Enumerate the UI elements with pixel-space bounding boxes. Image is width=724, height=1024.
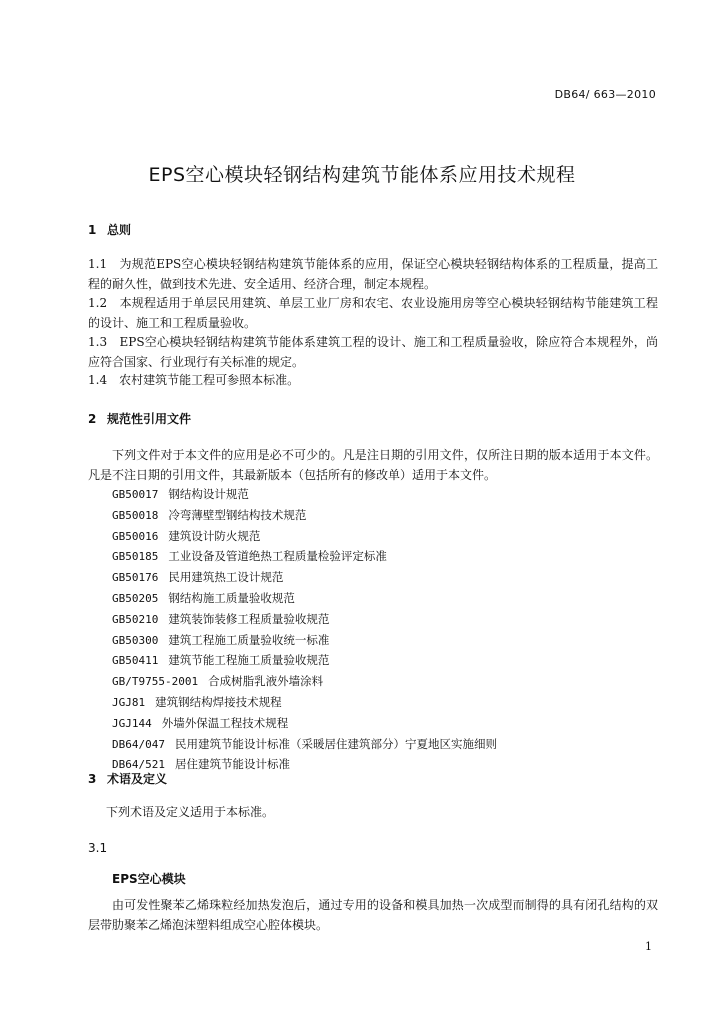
reference-item	[112, 630, 497, 651]
clause-1-1: 1.1 为规范EPS空心模块轻钢结构建筑节能体系的应用，保证空心模块轻钢结构体系的工程质量，提高工程的耐久性，做到技术先进、安全适用、经济合理，制定本规程。	[88, 257, 658, 291]
standard-code: DB64/ 663—2010	[554, 88, 656, 101]
section-2-intro: 下列文件对于本文件的应用是必不可少的。凡是注日期的引用文件，仅所注日期的版本适用于本文件。凡是不注日期的引用文件，其最新版本（包括所有的修改单）适用于本文件。	[88, 448, 658, 482]
reference-code: GB/T9755-2001	[112, 675, 199, 689]
clause-1-2: 1.2 本规程适用于单层民用建筑、单层工业厂房和农宅、农业设施用房等空心模块轻钢结构节能建筑工程的设计、施工和工程质量验收。	[88, 296, 658, 330]
reference-list	[112, 484, 497, 775]
reference-code: GB50185	[112, 550, 159, 564]
reference-item	[112, 609, 497, 630]
reference-title: 建筑工程施工质量验收统一标准	[168, 632, 330, 647]
reference-item	[112, 754, 497, 775]
reference-item	[112, 588, 497, 609]
reference-item	[112, 505, 497, 526]
reference-code: GB50016	[112, 529, 159, 543]
section-1-heading	[88, 221, 131, 238]
reference-code: DB64/521	[112, 758, 165, 772]
section-2-heading	[88, 410, 191, 427]
reference-title: 合成树脂乳液外墙涂料	[208, 674, 324, 689]
clause-3-1-number: 3.1	[88, 841, 108, 855]
reference-title: 外墙外保温工程技术规程	[161, 715, 289, 730]
clause-1-4: 1.4 农村建筑节能工程可参照本标准。	[88, 373, 300, 387]
reference-code: GB50210	[112, 612, 159, 626]
reference-code: GB50017	[112, 488, 159, 501]
reference-title: 建筑设计防火规范	[168, 528, 261, 543]
section-3-number: 3	[88, 772, 97, 786]
reference-code: GB50176	[112, 571, 159, 585]
reference-item	[112, 692, 497, 713]
term-name: EPS空心模块	[112, 872, 186, 886]
reference-title: 建筑钢结构焊接技术规程	[155, 694, 282, 709]
reference-code: GB50018	[112, 508, 159, 522]
reference-item	[112, 567, 497, 588]
section-2-title: 规范性引用文件	[107, 412, 192, 426]
reference-code: DB64/047	[112, 737, 165, 751]
reference-item	[112, 734, 497, 755]
reference-item	[112, 546, 497, 567]
reference-item	[112, 484, 497, 505]
section-3-heading	[88, 770, 167, 787]
reference-title: 钢结构施工质量验收规范	[168, 590, 295, 605]
reference-code: GB50205	[112, 591, 159, 605]
reference-title: 民用建筑节能设计标准（采暖居住建筑部分）宁夏地区实施细则	[174, 736, 497, 751]
clause-1-3: 1.3 EPS空心模块轻钢结构建筑节能体系建筑工程的设计、施工和工程质量验收，除应符合本规程外，尚应符合国家、行业现行有关标准的规定。	[88, 335, 658, 369]
reference-title: 民用建筑热工设计规范	[168, 570, 284, 585]
section-1-number: 1	[88, 223, 97, 237]
reference-item	[112, 526, 497, 547]
reference-item	[112, 713, 497, 734]
section-1-title: 总则	[107, 223, 132, 237]
reference-item	[112, 671, 497, 692]
page-number: 1	[645, 940, 652, 953]
section-3-title: 术语及定义	[107, 772, 168, 786]
reference-code: GB50300	[112, 633, 159, 647]
reference-title: 冷弯薄壁型钢结构技术规范	[168, 507, 307, 522]
section-2-number: 2	[88, 412, 97, 426]
reference-code: JGJ144	[112, 716, 152, 730]
reference-title: 钢结构设计规范	[168, 487, 249, 501]
term-definition: 由可发性聚苯乙烯珠粒经加热发泡后，通过专用的设备和模具加热一次成型而制得的具有闭孔结构的双层带肋聚苯乙烯泡沫塑料组成空心腔体模块。	[88, 898, 658, 932]
reference-item	[112, 650, 497, 671]
reference-title: 居住建筑节能设计标准	[174, 757, 290, 772]
reference-title: 建筑节能工程施工质量验收规范	[168, 653, 330, 668]
document-title: EPS空心模块轻钢结构建筑节能体系应用技术规程	[148, 164, 576, 186]
reference-code: GB50411	[112, 654, 159, 668]
section-3-intro: 下列术语及定义适用于本标准。	[106, 805, 275, 819]
reference-title: 工业设备及管道绝热工程质量检验评定标准	[168, 549, 387, 564]
reference-code: JGJ81	[112, 695, 146, 709]
reference-title: 建筑装饰装修工程质量验收规范	[168, 611, 330, 626]
